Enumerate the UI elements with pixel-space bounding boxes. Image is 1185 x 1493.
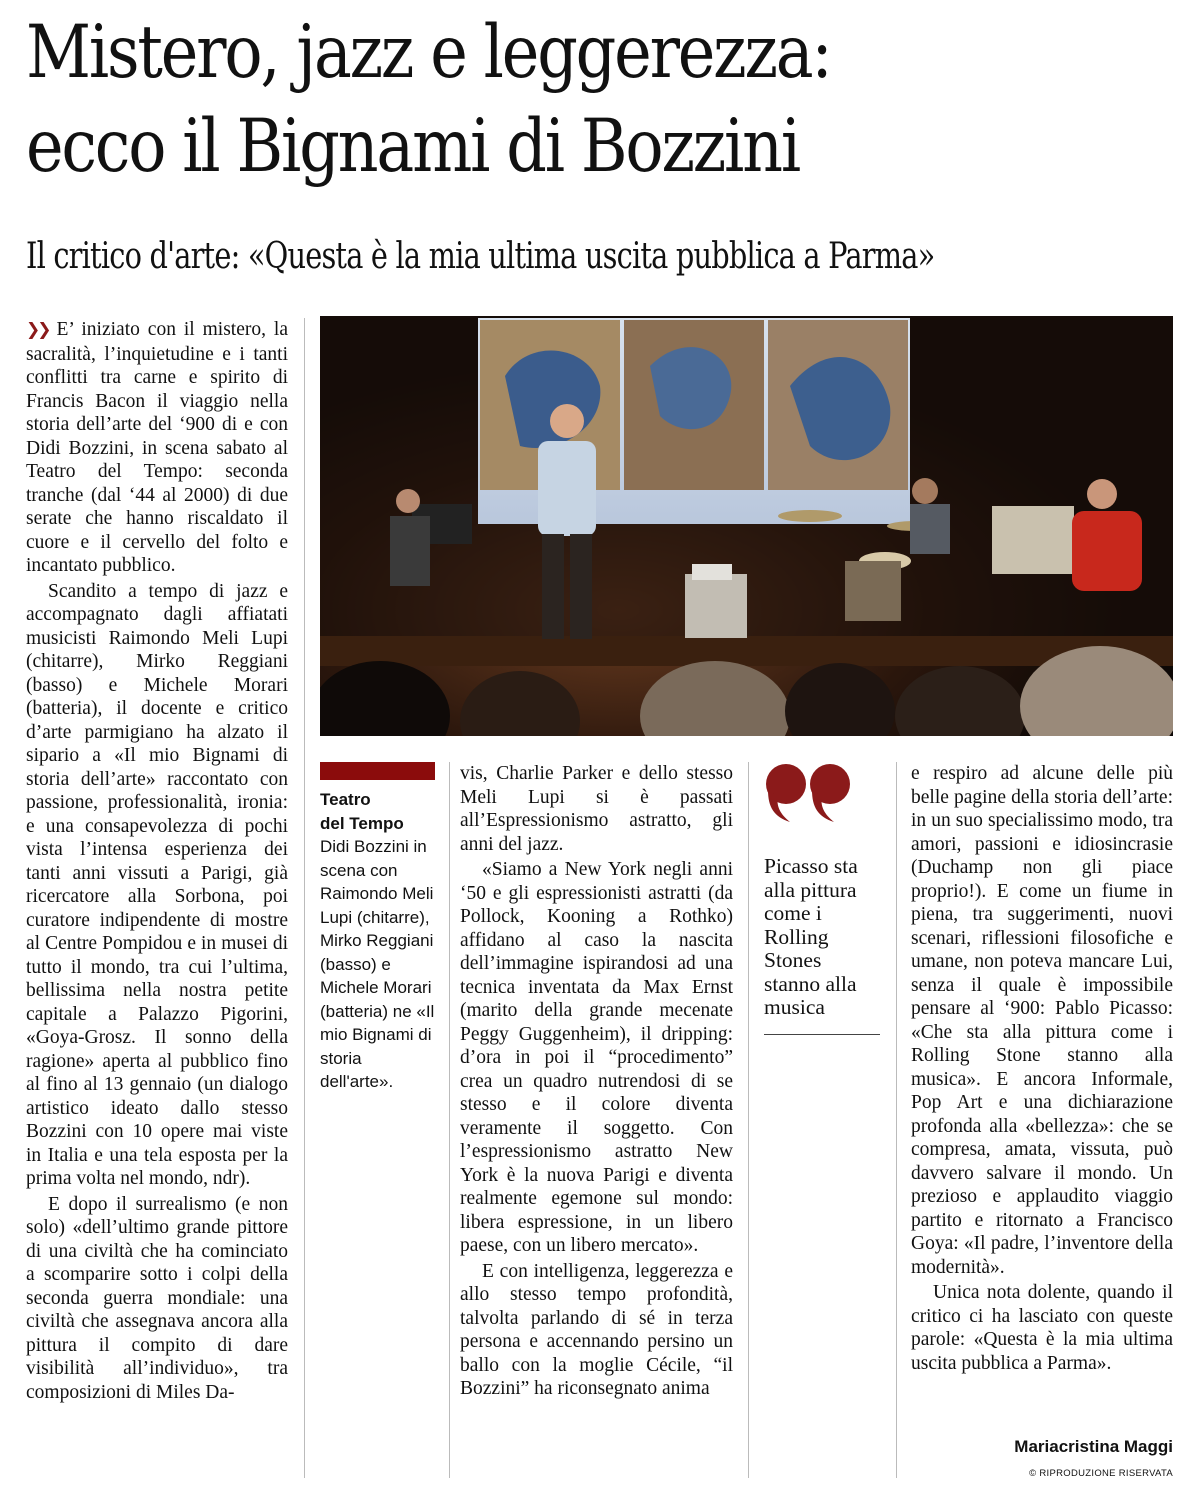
paragraph: Unica nota dolente, quando il critico ci ha lasciato con queste parole: «Questa è la mia ultima uscita pubblica a Parma». [911,1282,1173,1374]
sidebar-body: Didi Bozzini in scena con Raimondo Meli Lupi (chitarre), Mirko Reggiani (basso) e Michele Morari (batteria) ne «Il mio Bignami di storia dell'arte». [320,837,435,1091]
copyright-notice: © RIPRODUZIONE RISERVATA [1029,1468,1173,1479]
article-column-2 [460,762,733,1401]
pullquote-text: Picasso sta alla pittura come i Rolling Stones stanno alla musica [764,854,858,1019]
headline [26,6,1027,194]
headline-line-1: Mistero, jazz e leggerezza: [26,10,831,95]
paragraph: e respiro ad alcune delle più belle pagine della storia dell’arte: in un suo specialissimo modo, tra amori, passioni e idiosincrasie (Duchamp non gli piace proprio!). E come un fiume in piena, tra suggerimenti, nuovi scenari, riflessioni filosofiche e umane, non poteva mancare Lui, senza il quale è impossibile pensare al ‘900: Pablo Picasso: «Che sta alla pittura come i Rolling Stone stanno alla musica». E ancora Informale, Pop Art e una dichiarazione profonda alla «bellezza»: che se compresa, amata, vissuta, può davvero salvare il mondo. Un prezioso e applaudito viaggio partito e ritornato a Francisco Goya: «Il padre, l’inventore della modernità». [911,763,1173,1278]
paragraph: ❯❯ E’ iniziato con il mistero, la sacralità, l’inquietudine e i tanti conflitti tra carne e spirito di Francis Bacon il viaggio nella storia dell’arte del ‘900 di e con Didi Bozzini, in scena sabato al Teatro del Tempo: seconda tranche (dal ‘44 al 2000) di due serate che hanno riscaldato il cuore e il cervello del folto e incantato pubblico. [26,319,288,576]
headline-line-2: ecco il Bignami di Bozzini [26,104,800,189]
column-divider [896,762,897,1478]
paragraph: E con intelligenza, leggerezza e allo stesso tempo profondità, talvolta parlando di sé in terza persona e accennando persino un ballo con la moglie Cécile, “il Bozzini” ha riconsegnato anima [460,1260,733,1399]
subheadline: Il critico d'arte: «Questa è la mia ultima uscita pubblica a Parma» [26,236,935,277]
stage-photo [320,316,1173,736]
paragraph: vis, Charlie Parker e dello stesso Meli Lupi si è passati all’Espressionismo astratto, gli anni del jazz. [460,763,733,855]
lead-marker-icon: ❯❯ [26,320,49,340]
paragraph: Scandito a tempo di jazz e accompagnato dagli affiatati musicisti Raimondo Meli Lupi (chitarre), Mirko Reggiani (basso) e Michele Morari (batteria), il docente e critico d’arte parmigiano ha alzato il sipario a «Il mio Bignami di storia dell’arte» raccontato con passione, professionalità, ironia: e una consapevolezza di pochi vista l’intensa esperienza dei tanti anni vissuti a Parigi, già ricercatore alla Sorbona, poi curatore indipendente di mostre al Centre Pompidou e in musei di tutto il mondo, tra cui l’ultima, bellissima nella nostra petite capitale a Palazzo Pigorini, «Goya-Grosz. Il sonno della ragione» aperta al pubblico fino al fino al 13 gennaio (un dialogo artistico ideato dallo stesso Bozzini con 10 opere mai viste in Italia e una tela esposta per la prima volta nel mondo, ndr). [26,580,288,1189]
column-divider [449,762,450,1478]
column-divider [304,318,305,1478]
quote-marks-icon [764,762,854,822]
pullquote [764,762,880,1035]
article-column-1 [26,318,288,1404]
paragraph: «Siamo a New York negli anni ‘50 e gli espressionisti astratti (da Pollock, Kooning a Rothko) affidano al caso la nascita dell’immagine ispirandosi ad una tecnica inventata da Max Ernst (marito della grande mecenate Peggy Guggenheim), il dripping: d’ora in poi il “procedimento” crea un quadro nutrendosi di se stesso e il colore diventa veramente il soggetto. Con l’espressionismo astratto New York è la nuova Parigi e diventa realmente egemone sul mondo: libera espressione, in un libero paese, con un libero mercato». [460,859,733,1256]
sidebar-box [320,762,435,1094]
column-divider [748,762,749,1478]
pullquote-rule [764,1034,880,1035]
byline: Mariacristina Maggi [1014,1437,1173,1456]
sidebar-accent-bar [320,762,435,780]
sidebar-title: Teatro del Tempo [320,790,404,833]
paragraph: E dopo il surrealismo (e non solo) «dell’ultimo grande pittore di una civiltà che ha cominciato a scomparire sotto i colpi della seconda guerra mondiale: una civiltà che assegnava ancora alla pittura il compito di dare visibilità all’individuo», tra composizioni di Miles Da- [26,1193,288,1403]
article-column-3 [911,762,1173,1375]
